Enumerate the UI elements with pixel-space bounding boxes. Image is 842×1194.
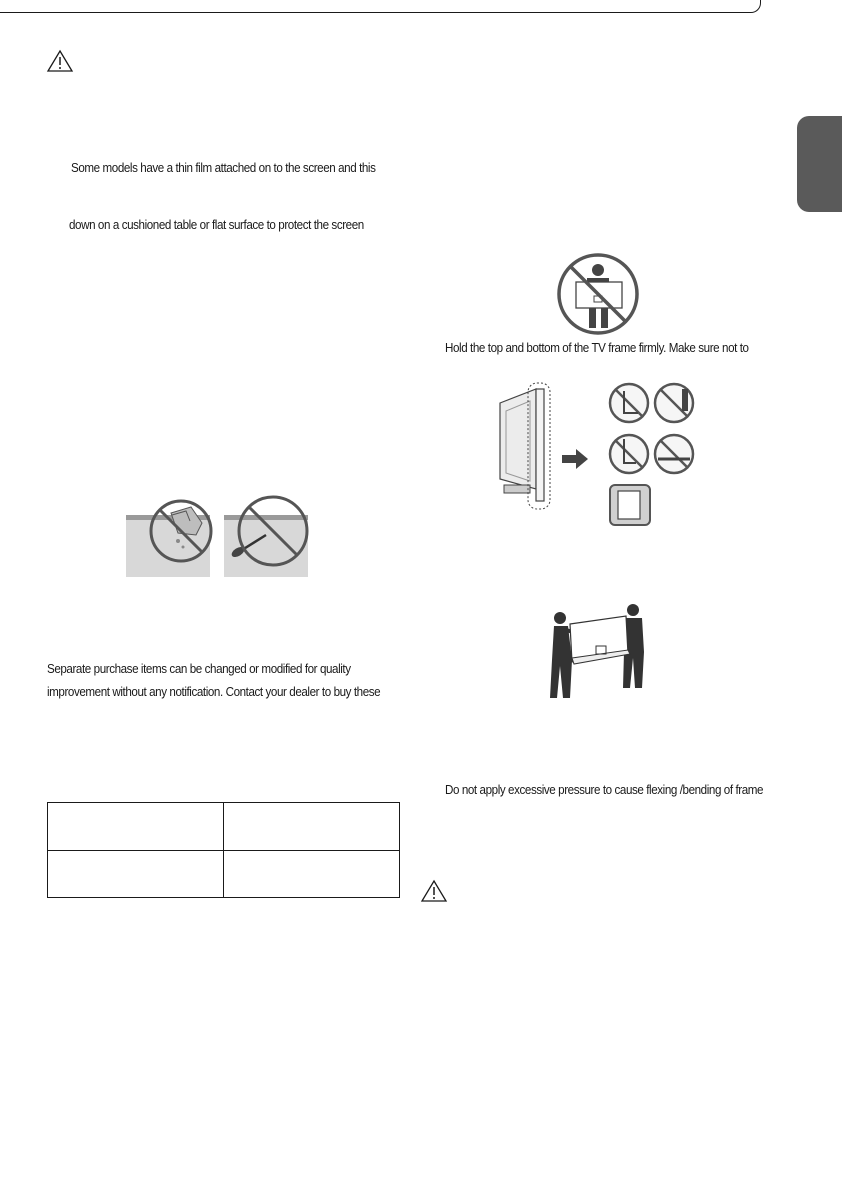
table-cell: [48, 850, 224, 898]
warning-triangle-icon: [47, 50, 73, 72]
film-note: Some models have a thin film attached on to the screen and this: [71, 161, 376, 175]
hold-frame-note: Hold the top and bottom of the TV frame firmly. Make sure not to: [445, 341, 749, 355]
surface-note: down on a cushioned table or flat surface to protect the screen: [69, 218, 364, 232]
page-header-rule: [0, 0, 761, 13]
pressure-note: Do not apply excessive pressure to cause flexing /bending of frame: [445, 783, 764, 797]
language-side-tab: [797, 116, 842, 212]
warning-triangle-icon: [421, 880, 447, 902]
tv-edge-handling-illustration: [498, 381, 698, 529]
purchase-note-line-2: improvement without any notification. Contact your dealer to buy these: [47, 685, 381, 699]
table-cell: [224, 850, 400, 898]
table-cell: [48, 803, 224, 851]
separate-purchase-table: [47, 802, 400, 898]
two-person-carry-illustration: [548, 600, 648, 700]
prohibited-grip-icons: [610, 384, 693, 473]
screen-care-illustration: [126, 495, 311, 577]
purchase-note-line-1: Separate purchase items can be changed or modified for quality: [47, 662, 351, 676]
table-cell: [224, 803, 400, 851]
prohibited-carry-illustration: [556, 252, 640, 336]
